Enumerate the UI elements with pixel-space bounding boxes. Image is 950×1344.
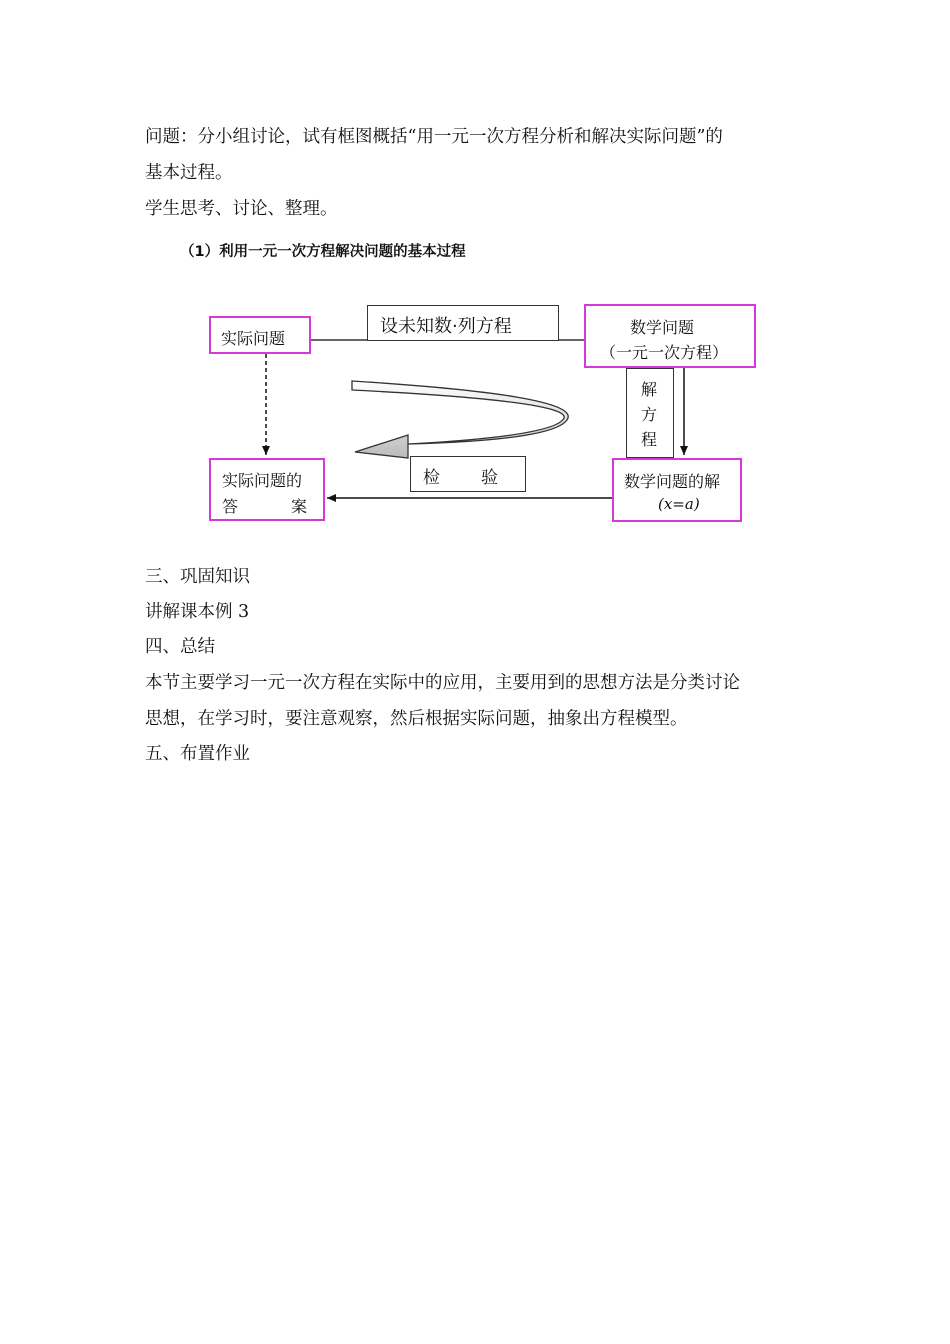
- real-answer-label: 实际问题的: [222, 471, 303, 490]
- check-char-1: 检: [423, 468, 440, 488]
- set-equation-label: 设未知数·列方程: [380, 316, 512, 337]
- section-4-heading: 四、总结: [145, 637, 215, 657]
- section-3-text: 讲解课本例 3: [145, 602, 250, 622]
- check-char-2: 验: [481, 468, 498, 488]
- real-problem-label: 实际问题: [221, 329, 286, 348]
- math-solution-label: 数学问题的解: [624, 472, 721, 491]
- summary-line-1: 本节主要学习一元一次方程在实际中的应用，主要用到的思想方法是分类讨论: [145, 673, 740, 693]
- section-5-heading: 五、布置作业: [145, 744, 250, 764]
- math-problem-box: [584, 304, 756, 368]
- solve-char-2: 方: [641, 405, 658, 424]
- solve-equation-box: [626, 368, 674, 458]
- math-solution-box: [612, 458, 742, 522]
- intro-line-2: 基本过程。: [145, 163, 233, 183]
- solve-char-1: 解: [641, 380, 658, 399]
- solve-char-3: 程: [641, 430, 658, 449]
- math-solution-expression: (x=a): [658, 495, 700, 513]
- section-3-heading: 三、巩固知识: [145, 567, 250, 587]
- real-answer-char-1: 答: [222, 497, 239, 516]
- check-curved-arrow-band: [352, 381, 568, 458]
- real-problem-box: [209, 316, 311, 354]
- intro-line-1: 问题：分小组讨论，试有框图概括“用一元一次方程分析和解决实际问题”的: [145, 127, 723, 147]
- check-box: [410, 456, 526, 492]
- math-problem-label: 数学问题: [630, 318, 695, 337]
- real-answer-char-2: 案: [291, 497, 308, 516]
- diagram-caption: （1）利用一元一次方程解决问题的基本过程: [180, 244, 466, 260]
- real-answer-box: [209, 458, 325, 521]
- math-problem-sublabel: （一元一次方程）: [600, 343, 729, 362]
- summary-line-2: 思想，在学习时，要注意观察，然后根据实际问题，抽象出方程模型。: [145, 709, 688, 729]
- intro-line-3: 学生思考、讨论、整理。: [145, 199, 338, 219]
- set-equation-box: [367, 305, 559, 341]
